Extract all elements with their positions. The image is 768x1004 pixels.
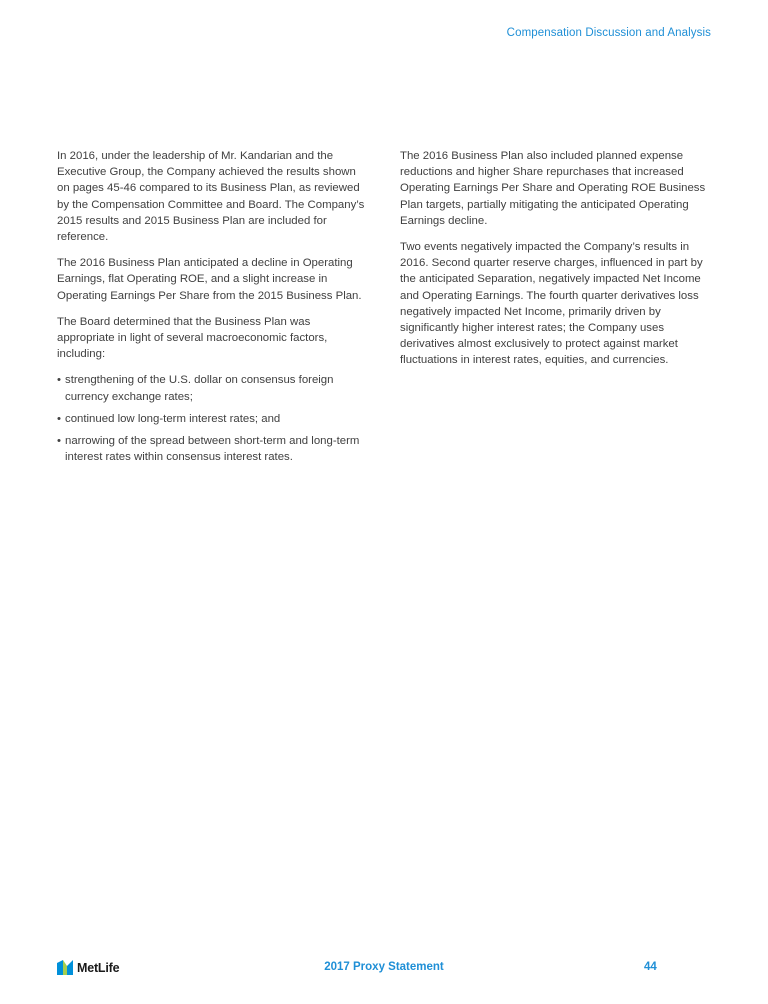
right-column: [400, 148, 710, 379]
paragraph-business-plan: The 2016 Business Plan anticipated a decline in Operating Earnings, flat Operating ROE, and a slight increase in Operating Earnings Per Share from the 2015 Business Plan.: [57, 257, 362, 302]
list-item-text: continued low long-term interest rates; and: [65, 412, 281, 425]
list-item: [57, 411, 369, 427]
document-title: 2017 Proxy Statement: [324, 961, 444, 973]
bullet-marker: •: [57, 412, 61, 425]
left-column: [57, 148, 369, 471]
list-item: [57, 372, 369, 404]
paragraph-intro: In 2016, under the leadership of Mr. Kandarian and the Executive Group, the Company achieved the results shown on pages 45-46 compared to its Business Plan, as reviewed by the Compensation Committee and Board. The Company’s 2015 results and 2015 Business Plan are included for reference.: [57, 150, 365, 244]
running-header: Compensation Discussion and Analysis: [506, 27, 711, 39]
list-item: [57, 433, 369, 465]
list-item-text: strengthening of the U.S. dollar on consensus foreign currency exchange rates;: [65, 374, 334, 403]
paragraph-board-determination: The Board determined that the Business Plan was appropriate in light of several macroeconomic factors, including:: [57, 315, 328, 361]
bullet-marker: •: [57, 435, 61, 448]
page-footer: [0, 958, 768, 980]
list-item-text: narrowing of the spread between short-term and long-term interest rates within consensus interest rates.: [65, 435, 360, 464]
bullet-marker: •: [57, 374, 61, 387]
macroeconomic-factors-list: [57, 372, 369, 465]
paragraph-expense-reductions: The 2016 Business Plan also included planned expense reductions and higher Share repurchases that increased Operating Earnings Per Share and Operating ROE Business Plan targets, partially mitigating the anticipated Operating Earnings decline.: [400, 150, 706, 227]
page-number: 44: [644, 961, 657, 973]
metlife-logo-text: MetLife: [77, 960, 120, 975]
paragraph-negative-events: Two events negatively impacted the Company’s results in 2016. Second quarter reserve charges, influenced in part by the anticipated Separation, negatively impacted Net Income and Operating Earnings. The fourth quarter derivatives loss negatively impacted Net Income, primarily driven by significantly higher interest rates; the Company uses derivatives almost exclusively to protect against market fluctuations in interest rates, equities, and currencies.: [400, 241, 703, 367]
